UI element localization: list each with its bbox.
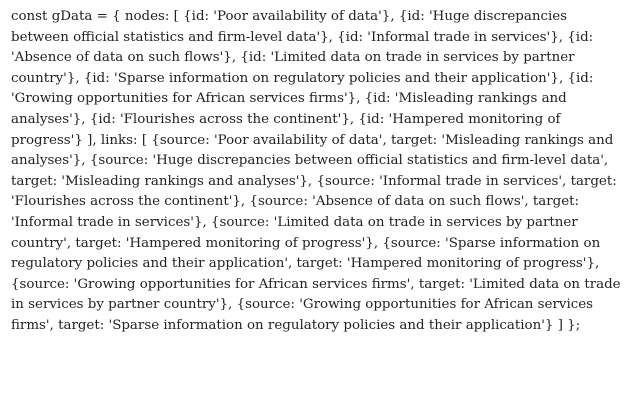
code-text-block: const gData = { nodes: [ {id: 'Poor availability of data'}, {id: 'Huge discrepancies between official statistics and firm-level data'}, {id: 'Informal trade in services'}, {id: 'Absence of data on such flows'}, {id: 'Limited data on trade in services by partner country'}, {id: 'Sparse information on regulatory policies and their application'}, {id: 'Growing opportunities for African services firms'}, {id: 'Misleading rankings and analyses'}, {id: 'Flourishes across the continent'}, {id: 'Hampered monitoring of progress'} ], links: [ {source: 'Poor availability of data', target: 'Misleading rankings and analyses'}, {source: 'Huge discrepancies between official statistics and firm-level data', target: 'Misleading rankings and analyses'}, {source: 'Informal trade in services', target: 'Flourishes across the continent'}, {source: 'Absence of data on such flows', target: 'Informal trade in services'}, {source: 'Limited data on trade in services by partner country', target: 'Hampered monitoring of progress'}, {source: 'Sparse information on regulatory policies and their application', target: 'Hampered monitoring of progress'}, {source: 'Growing opportunities for African services firms', target: 'Limited data on trade in services by partner country'}, {source: 'Growing opportunities for African services firms', target: 'Sparse information on regulatory policies and their application'} ] }; (11, 9, 621, 333)
